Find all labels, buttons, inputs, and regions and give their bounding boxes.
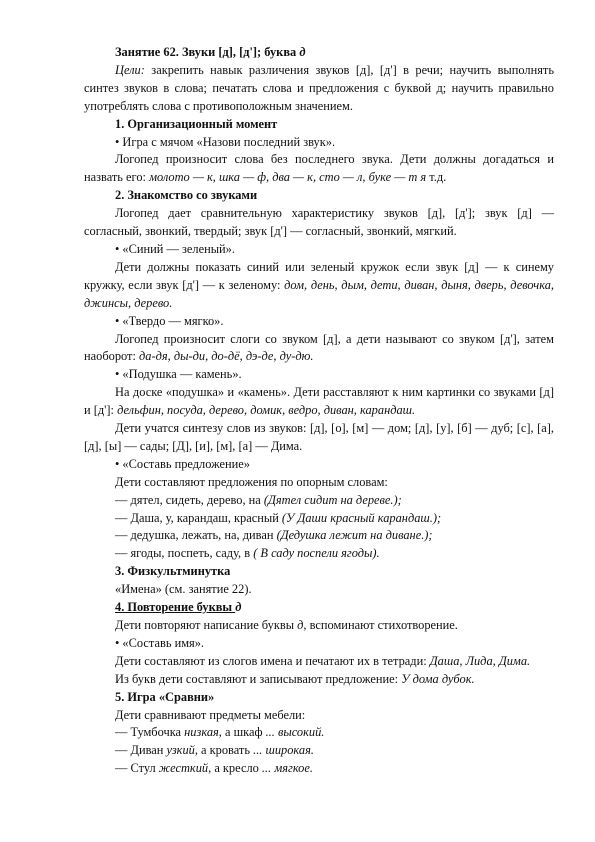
sentence-answer: (У Даши красный карандаш.); — [281, 510, 442, 525]
sentence-words: — дятел, сидеть, дерево, на — [115, 492, 264, 507]
section-1-game: • Игра с мячом «Назови последний звук». — [115, 134, 336, 149]
section-1-examples: молото — к, шка — ф, два — к, сто — л, буке — т я — [149, 170, 427, 185]
comparison-a: — Тумбочка — [115, 725, 185, 740]
comparison-a-adjective: жесткий — [158, 761, 209, 776]
section-5-text: Дети сравнивают предметы мебели: — [115, 707, 306, 722]
comparison-a: — Диван — [115, 743, 167, 758]
sentence-item — [84, 510, 554, 528]
game-3-text: На доске «подушка» и «камень». Дети расставляют к ним картинки со звуками [д] и [д']: — [84, 385, 554, 418]
section-2-heading: 2. Знакомство со звуками — [115, 188, 258, 203]
comparison-b-adjective: ... мягкое. — [261, 761, 313, 776]
comparison-a: — Стул — [115, 761, 159, 776]
section-4-heading-text: 4. Повторение буквы — [115, 600, 236, 615]
sentence-words: — дедушка, лежать, на, диван — [115, 528, 277, 543]
game-1-words: дом, день, дым, дети, диван, дыня, дверь, девочка, джинсы, дерево. — [84, 277, 554, 310]
section-4-text-letter: д — [297, 618, 304, 632]
section-4-sentence: У дома дубок. — [401, 671, 475, 686]
section-4-text — [84, 617, 554, 635]
section-4-names: Даша, Лида, Дима. — [429, 653, 531, 668]
section-2-game-1-text — [84, 259, 554, 313]
comparison-b: , а шкаф — [218, 725, 266, 740]
section-2-game-1: • «Синий — зеленый». — [115, 241, 235, 256]
section-2-synthesis: Дети учатся синтезу слов из звуков: [д], [о], [м] — дом; [д], [у], [б] — дуб; [с], [а], [д], [ы] — сады; [Д], [и], [м], [а] — Дима. — [84, 421, 554, 453]
section-4-letters-text — [84, 671, 554, 689]
comparison-b-adjective: ... широкая. — [253, 743, 314, 758]
section-4-text-b: , вспоминают стихотворение. — [303, 618, 458, 632]
section-2-game-2: • «Твердо — мягко». — [115, 313, 224, 328]
sentence-item — [84, 492, 554, 510]
sentence-words: — ягоды, поспеть, саду, в — [115, 546, 254, 561]
comparison-a-adjective: низкая — [184, 725, 219, 740]
section-4-heading — [84, 599, 554, 617]
section-2-text: Логопед дает сравнительную характеристику звуков [д], [д']; звук [д] — согласный, звонкий, твердый; звук [д'] — согласный, звонкий, мягкий. — [84, 206, 554, 239]
sentence-item — [84, 545, 554, 563]
lesson-title-text: Занятие 62. Звуки [д], [д']; буква — [115, 45, 300, 59]
goals-text: закрепить навык различения звуков [д], [д'] в речи; научить выполнять синтез звуков в слова; печатать слова и предложения с буквой д; научить правильно употреблять слова с противоположным значением. — [84, 62, 554, 113]
lesson-title-letter: д — [299, 45, 306, 59]
comparison-item — [84, 742, 554, 760]
section-5-heading: 5. Игра «Сравни» — [115, 689, 215, 704]
sentence-item — [84, 527, 554, 545]
section-1-text — [84, 151, 554, 187]
comparison-b: , а кресло — [208, 761, 262, 776]
game-2-syllables: да-дя, ды-ди, до-дё, дэ-де, ду-дю. — [139, 349, 314, 364]
sentence-words: — Даша, у, карандаш, красный — [115, 510, 282, 525]
section-4-letters-plain: Из букв дети составляют и записывают предложение: — [115, 671, 402, 686]
section-2-game-3: • «Подушка — камень». — [115, 367, 242, 382]
section-1-heading: 1. Организационный момент — [115, 116, 278, 131]
section-2-game-2-text — [84, 331, 554, 367]
section-4-game: • «Составь имя». — [115, 635, 205, 650]
goals-label: Цели: — [115, 62, 145, 77]
sentence-answer: (Дедушка лежит на диване.); — [276, 528, 433, 543]
comparison-item — [84, 724, 554, 742]
section-4-game-text-plain: Дети составляют из слогов имена и печатают их в тетради: — [115, 653, 430, 668]
game-1-text: Дети должны показать синий или зеленый кружок если звук [д] — к синему кружку, если звук [д'] — к зеленому: — [84, 259, 554, 292]
comparison-item — [84, 760, 554, 778]
section-4-heading-letter: д — [235, 600, 242, 615]
goals-paragraph — [84, 62, 554, 116]
section-2-game-4-text: Дети составляют предложения по опорным словам: — [115, 474, 388, 489]
document-page — [84, 44, 554, 778]
section-3-text: «Имена» (см. занятие 22). — [115, 582, 252, 597]
lesson-title — [84, 44, 554, 62]
section-2-game-3-text — [84, 384, 554, 420]
comparison-b-adjective: ... высокий. — [265, 725, 325, 740]
section-2-game-4: • «Составь предложение» — [115, 456, 250, 471]
section-4-game-text — [84, 653, 554, 671]
game-2-text: Логопед произносит слоги со звуком [д], а дети называют со звуком [д'], затем наоборот: — [84, 331, 554, 364]
comparison-a-adjective: узкий — [166, 743, 195, 758]
section-1-text-b: т.д. — [426, 170, 447, 185]
comparison-b: , а кровать — [194, 743, 254, 758]
sentence-answer: (Дятел сидит на дереве.); — [263, 492, 402, 507]
sentence-answer: ( В саду поспели ягоды). — [253, 546, 380, 561]
game-3-words: дельфин, посуда, дерево, домик, ведро, диван, карандаш. — [117, 403, 416, 418]
section-3-heading: 3. Физкультминутка — [115, 564, 231, 579]
section-1-text-a: Логопед произносит слова без последнего звука. Дети должны догадаться и назвать его: — [84, 152, 554, 185]
section-4-text-a: Дети повторяют написание буквы — [115, 618, 298, 632]
